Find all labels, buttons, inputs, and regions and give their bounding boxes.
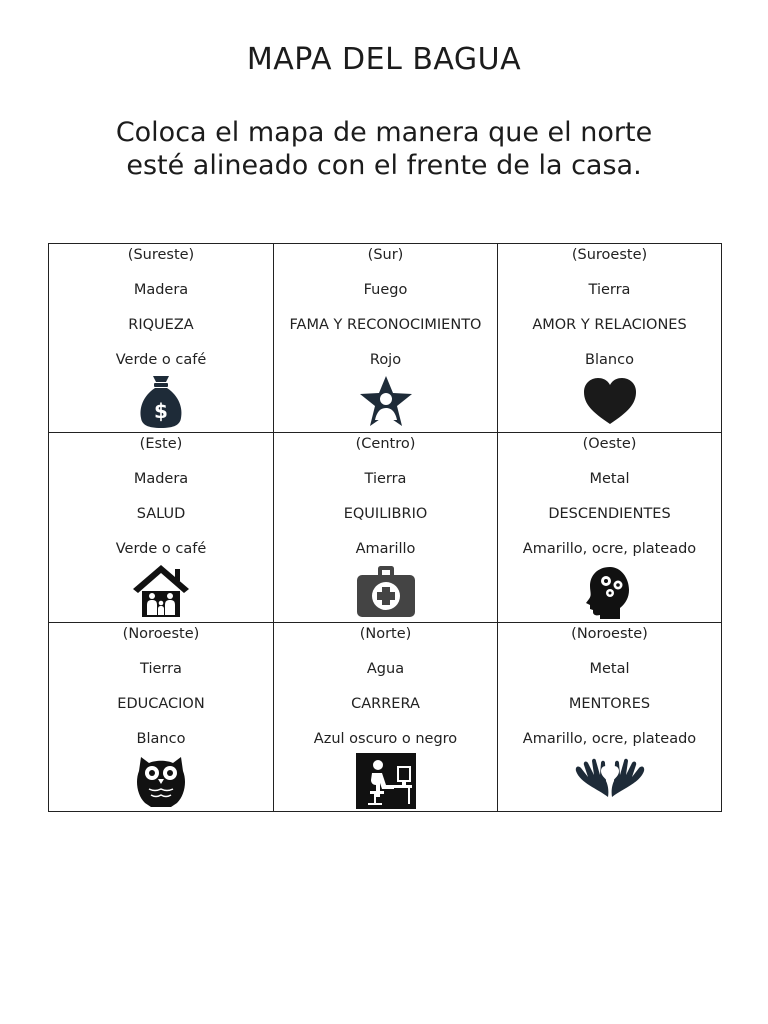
cell-direction: (Este)	[139, 436, 183, 452]
cell-element: Tierra	[364, 471, 407, 487]
cell-noroeste-mentores	[498, 623, 721, 811]
cell-element: Madera	[133, 471, 189, 487]
cell-element: Tierra	[140, 661, 182, 677]
star-person-icon	[356, 374, 416, 430]
cell-element: Madera	[133, 282, 189, 298]
cell-direction: (Sur)	[367, 247, 404, 263]
page-subtitle: Coloca el mapa de manera que el norte esté alineado con el frente de la casa.	[115, 117, 653, 181]
cell-area: CARRERA	[351, 696, 420, 712]
cell-color: Blanco	[585, 352, 634, 368]
bagua-grid	[48, 243, 722, 812]
cell-norte	[274, 623, 498, 811]
cell-color: Amarillo, ocre, plateado	[522, 731, 697, 747]
cell-direction: (Norte)	[359, 626, 412, 642]
cell-area: EQUILIBRIO	[343, 506, 428, 522]
family-house-icon	[131, 563, 191, 619]
cell-sureste	[49, 244, 274, 433]
cell-color: Amarillo	[355, 541, 416, 557]
hands-heart-icon	[580, 753, 640, 809]
cell-area: DESCENDIENTES	[548, 506, 671, 522]
cell-color: Blanco	[136, 731, 186, 747]
cell-element: Metal	[589, 471, 630, 487]
cell-element: Fuego	[363, 282, 408, 298]
cell-direction: (Sureste)	[127, 247, 195, 263]
cell-noroeste-educacion	[49, 623, 274, 811]
cell-area: AMOR Y RELACIONES	[532, 317, 687, 333]
cell-direction: (Centro)	[355, 436, 416, 452]
cell-color: Rojo	[369, 352, 402, 368]
svg-text:$: $	[154, 399, 168, 423]
cell-area: RIQUEZA	[128, 317, 194, 333]
heart-icon	[580, 374, 640, 430]
cell-area: EDUCACION	[117, 696, 205, 712]
cell-direction: (Oeste)	[582, 436, 637, 452]
cell-area: FAMA Y RECONOCIMIENTO	[289, 317, 482, 333]
cell-element: Agua	[366, 661, 405, 677]
cell-element: Metal	[589, 661, 630, 677]
cell-centro	[274, 433, 498, 623]
cell-element: Tierra	[588, 282, 631, 298]
cell-color: Verde o café	[115, 352, 207, 368]
cell-este	[49, 433, 274, 623]
cell-direction: (Noroeste)	[122, 626, 200, 642]
cell-color: Amarillo, ocre, plateado	[522, 541, 697, 557]
cell-suroeste	[498, 244, 721, 433]
money-bag-icon	[131, 374, 191, 430]
cell-color: Azul oscuro o negro	[313, 731, 458, 747]
cell-color: Verde o café	[115, 541, 207, 557]
first-aid-kit-icon	[356, 563, 416, 619]
cell-area: MENTORES	[568, 696, 651, 712]
cell-direction: (Suroeste)	[571, 247, 648, 263]
owl-icon	[131, 753, 191, 809]
desk-worker-icon	[356, 753, 416, 809]
cell-area: SALUD	[136, 506, 186, 522]
cell-sur	[274, 244, 498, 433]
head-gears-icon	[580, 563, 640, 619]
cell-oeste	[498, 433, 721, 623]
cell-direction: (Noroeste)	[571, 626, 648, 642]
page-title: MAPA DEL BAGUA	[246, 42, 522, 77]
